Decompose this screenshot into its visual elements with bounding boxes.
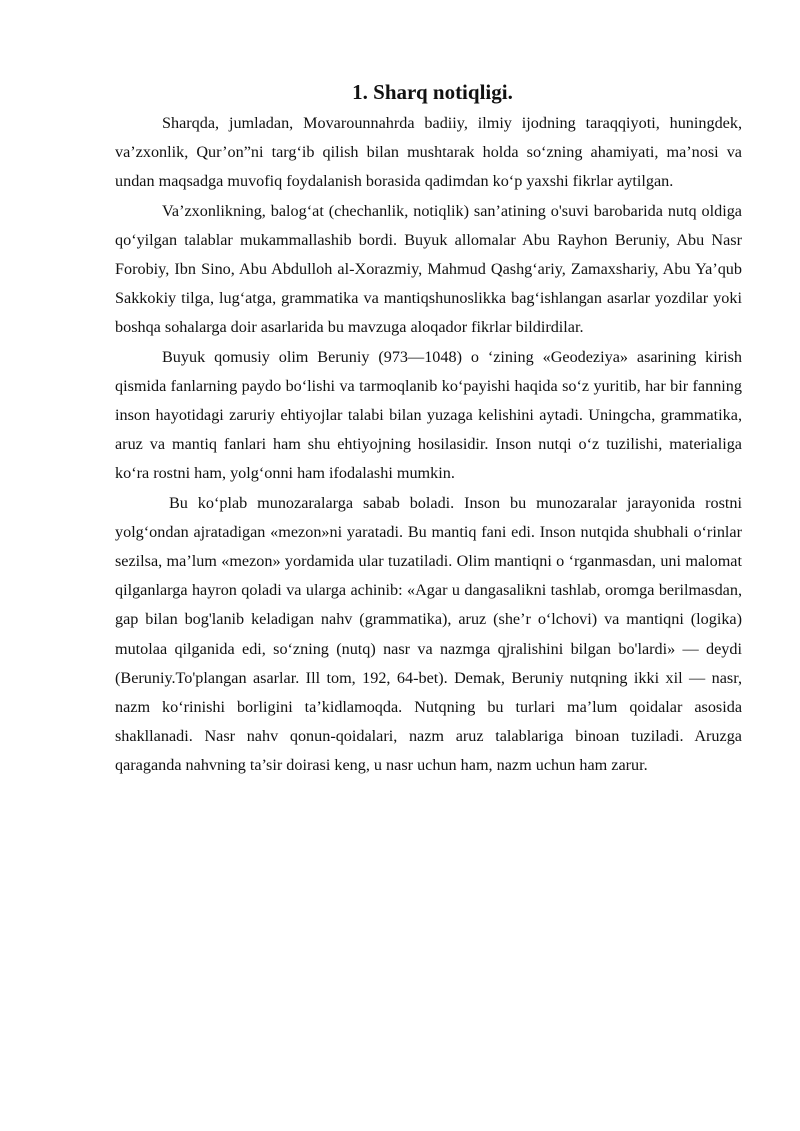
paragraph-4: Bu ko‘plab munozaralarga sabab boladi. Inson bu munozaralar jarayonida rostni yolg‘ondan ajratadigan «mezon»ni yaratadi. Bu mantiq fani edi. Inson nutqida shubhali o‘rinlar sezilsa, ma’lum «mezon» yordamida ular tuzatiladi. Olim mantiqni o ‘rganmasdan, uni malomat qilganlarga hayron qoladi va ularga achinib: «Agar u dangasalikni tashlab, oromga berilmasdan, gap bilan bog'lanib keladigan nahv (grammatika), aruz (she’r o‘lchovi) va mantiqni (logika) mutolaa qilganida edi, so‘zning (nutq) nasr va nazmga qjralishini bilgan bo'lardi» — deydi (Beruniy.To'plangan asarlar. Ill tom, 192, 64-bet). Demak, Beruniy nutqning ikki xil — nasr, nazm ko‘rinishi borligini ta’kidlamoqda. Nutqning bu turlari ma’lum qoidalar asosida shakllanadi. Nasr nahv qonun-qoidalari, nazm aruz talablariga binoan tuziladi. Aruzga qaraganda nahvning ta’sir doirasi keng, u nasr uchun ham, nazm uchun ham zarur. — [115, 493, 742, 775]
paragraph-1: Sharqda, jumladan, Movarounnahrda badiiy, ilmiy ijodning taraqqiyoti, huningdek, va’zxonlik, Qur’on”ni targ‘ib qilish bilan mushtarak holda so‘zning ahamiyati, ma’nosi va undan maqsadga muvofiq foydalanish borasida qadimdan ko‘p yaxshi fikrlar aytilgan. — [115, 114, 742, 191]
page-title: 1. Sharq notiqligi. — [352, 80, 513, 104]
paragraph-2: Va’zxonlikning, balog‘at (chechanlik, notiqlik) san’atining o'suvi barobarida nutq oldiga qo‘yilgan talablar mukammallashib bordi. Buyuk allomalar Abu Rayhon Beruniy, Abu Nasr Forobiy, Ibn Sino, Abu Abdulloh al-Xorazmiy, Mahmud Qashg‘ariy, Zamaxshariy, Abu Ya’qub Sakkokiy tilga, lug‘atga, grammatika va mantiqshunoslikka bag‘ishlangan asarlar yozdilar yoki boshqa sohalarga doir asarlarida bu mavzuga aloqador fikrlar bildirdilar. — [115, 201, 742, 337]
paragraph-3: Buyuk qomusiy olim Beruniy (973—1048) o ‘zining «Geodeziya» asarining kirish qismida fanlarning paydo bo‘lishi va tarmoqlanib ko‘payishi haqida so‘z yuritib, har bir fanning inson hayotidagi zaruriy ehtiyojlar talabi bilan yuzaga kelishini aytadi. Uningcha, grammatika, aruz va mantiq fanlari ham shu ehtiyojning hosilasidir. Inson nutqi o‘z tuzilishi, materialiga ko‘ra rostni ham, yolg‘onni ham ifodalashi mumkin. — [115, 347, 742, 483]
document-body — [115, 78, 742, 781]
